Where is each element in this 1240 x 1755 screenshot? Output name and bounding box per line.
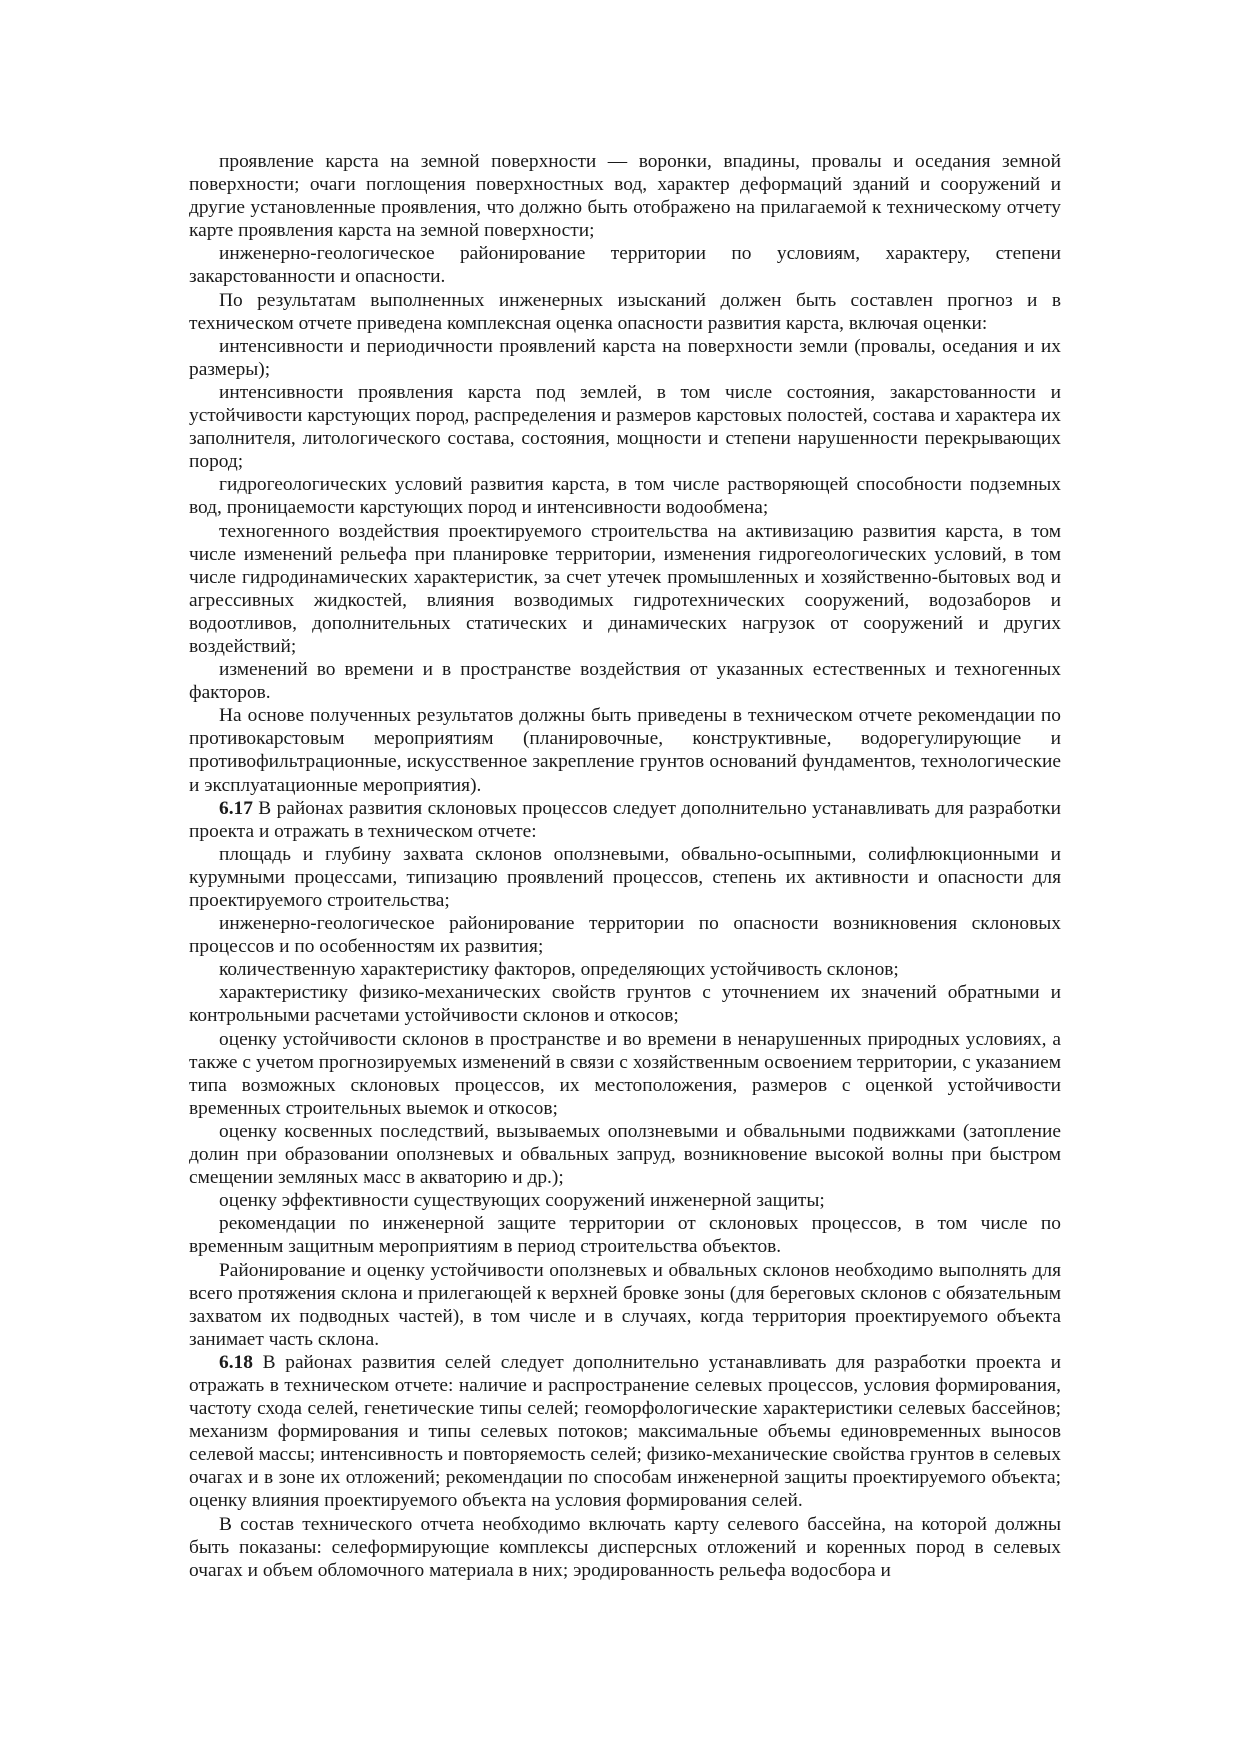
paragraph-text: В районах развития селей следует дополнительно устанавливать для разработки проекта и отражать в техническом отчете: наличие и распространение селевых процессов, условия формирования, частоту схода селей, генетические типы селей; геоморфологические характеристики селевых бассейнов; механизм формирования и типы селевых потоков; максимальные объемы единовременных выносов селевой массы; интенсивность и повторяемость селей; физико-механические свойства грунтов в селевых очагах и в зоне их отложений; рекомендации по способам инженерной защиты проектируемого объекта; оценку влияния проектируемого объекта на условия формирования селей. <box>189 1351 1061 1512</box>
paragraph: изменений во времени и в пространстве воздействия от указанных естественных и техногенных факторов. <box>189 659 1061 704</box>
paragraph: техногенного воздействия проектируемого строительства на активизацию развития карста, в том числе изменений рельефа при планировке территории, изменения гидрогеологических условий, в том числе гидродинамических характеристик, за счет утечек промышленных и хозяйственно-бытовых вод и агрессивных жидкостей, влияния возводимых гидротехнических сооружений, водозаборов и водоотливов, дополнительных статических и динамических нагрузок от сооружений и других воздействий; <box>189 520 1061 657</box>
paragraph: По результатам выполненных инженерных изысканий должен быть составлен прогноз и в техническом отчете приведена комплексная оценка опасности развития карста, включая оценки: <box>189 289 1061 334</box>
paragraph: проявление карста на земной поверхности — воронки, впадины, провалы и оседания земной поверхности; очаги поглощения поверхностных вод, характер деформаций зданий и сооружений и другие установленные проявления, что должно быть отображено на прилагаемой к техническому отчету карте проявления карста на земной поверхности; <box>189 151 1061 242</box>
paragraph: В состав технического отчета необходимо включать карту селевого бассейна, на которой должны быть показаны: селеформирующие комплексы дисперсных отложений и коренных пород в селевых очагах и объем обломочного материала в них; эродированность рельефа водосбора и <box>189 1513 1061 1581</box>
section-paragraph-6-18 <box>189 1351 1061 1513</box>
paragraph: инженерно-геологическое районирование территории по опасности возникновения склоновых процессов и по особенностям их развития; <box>189 913 1061 958</box>
paragraph: оценку устойчивости склонов в пространстве и во времени в ненарушенных природных условиях, а также с учетом прогнозируемых изменений в связи с хозяйственным освоением территории, с указанием типа возможных склоновых процессов, их местоположения, размеров с оценкой устойчивости временных строительных выемок и откосов; <box>189 1028 1061 1119</box>
section-number: 6.18 <box>219 1351 253 1373</box>
paragraph: характеристику физико-механических свойств грунтов с уточнением их значений обратными и контрольными расчетами устойчивости склонов и откосов; <box>189 982 1061 1027</box>
paragraph: площадь и глубину захвата склонов оползневыми, обвально-осыпными, солифлюкционными и курумными процессами, типизацию проявлений процессов, степень их активности и опасности для проектируемого строительства; <box>189 843 1061 911</box>
section-paragraph-6-17 <box>189 797 1061 843</box>
paragraph: рекомендации по инженерной защите территории от склоновых процессов, в том числе по временным защитным мероприятиям в период строительства объектов. <box>189 1213 1061 1258</box>
paragraph: инженерно-геологическое районирование территории по условиям, характеру, степени закарстованности и опасности. <box>189 243 1061 288</box>
paragraph: интенсивности и периодичности проявлений карста на поверхности земли (провалы, оседания и их размеры); <box>189 335 1061 380</box>
paragraph: количественную характеристику факторов, определяющих устойчивость склонов; <box>219 959 899 981</box>
document-page <box>189 150 1061 1582</box>
paragraph-text: В районах развития склоновых процессов следует дополнительно устанавливать для разработки проекта и отражать в техническом отчете: <box>189 797 1061 842</box>
paragraph: интенсивности проявления карста под землей, в том числе состояния, закарстованности и устойчивости карстующих пород, распределения и размеров карстовых полостей, состава и характера их заполнителя, литологического состава, состояния, мощности и степени нарушенности перекрывающих пород; <box>189 381 1061 473</box>
paragraph: Районирование и оценку устойчивости оползневых и обвальных склонов необходимо выполнять для всего протяжения склона и прилегающей к верхней бровке зоны (для береговых склонов с обязательным захватом их подводных частей), в том числе и в случаях, когда территория проектируемого объекта занимает часть склона. <box>189 1259 1061 1350</box>
section-number: 6.17 <box>219 797 253 819</box>
paragraph: На основе полученных результатов должны быть приведены в техническом отчете рекомендации по противокарстовым мероприятиям (планировочные, конструктивные, водорегулирующие и противофильтрационные, искусственное закрепление грунтов оснований фундаментов, технологические и эксплуатационные мероприятия). <box>189 705 1061 796</box>
paragraph: оценку эффективности существующих сооружений инженерной защиты; <box>219 1190 825 1212</box>
paragraph: гидрогеологических условий развития карста, в том числе растворяющей способности подземных вод, проницаемости карстующих пород и интенсивности водообмена; <box>189 474 1061 519</box>
paragraph: оценку косвенных последствий, вызываемых оползневыми и обвальными подвижками (затопление долин при образовании оползневых и обвальных запруд, возникновение высокой волны при быстром смещении земляных масс в акваторию и др.); <box>189 1120 1061 1189</box>
